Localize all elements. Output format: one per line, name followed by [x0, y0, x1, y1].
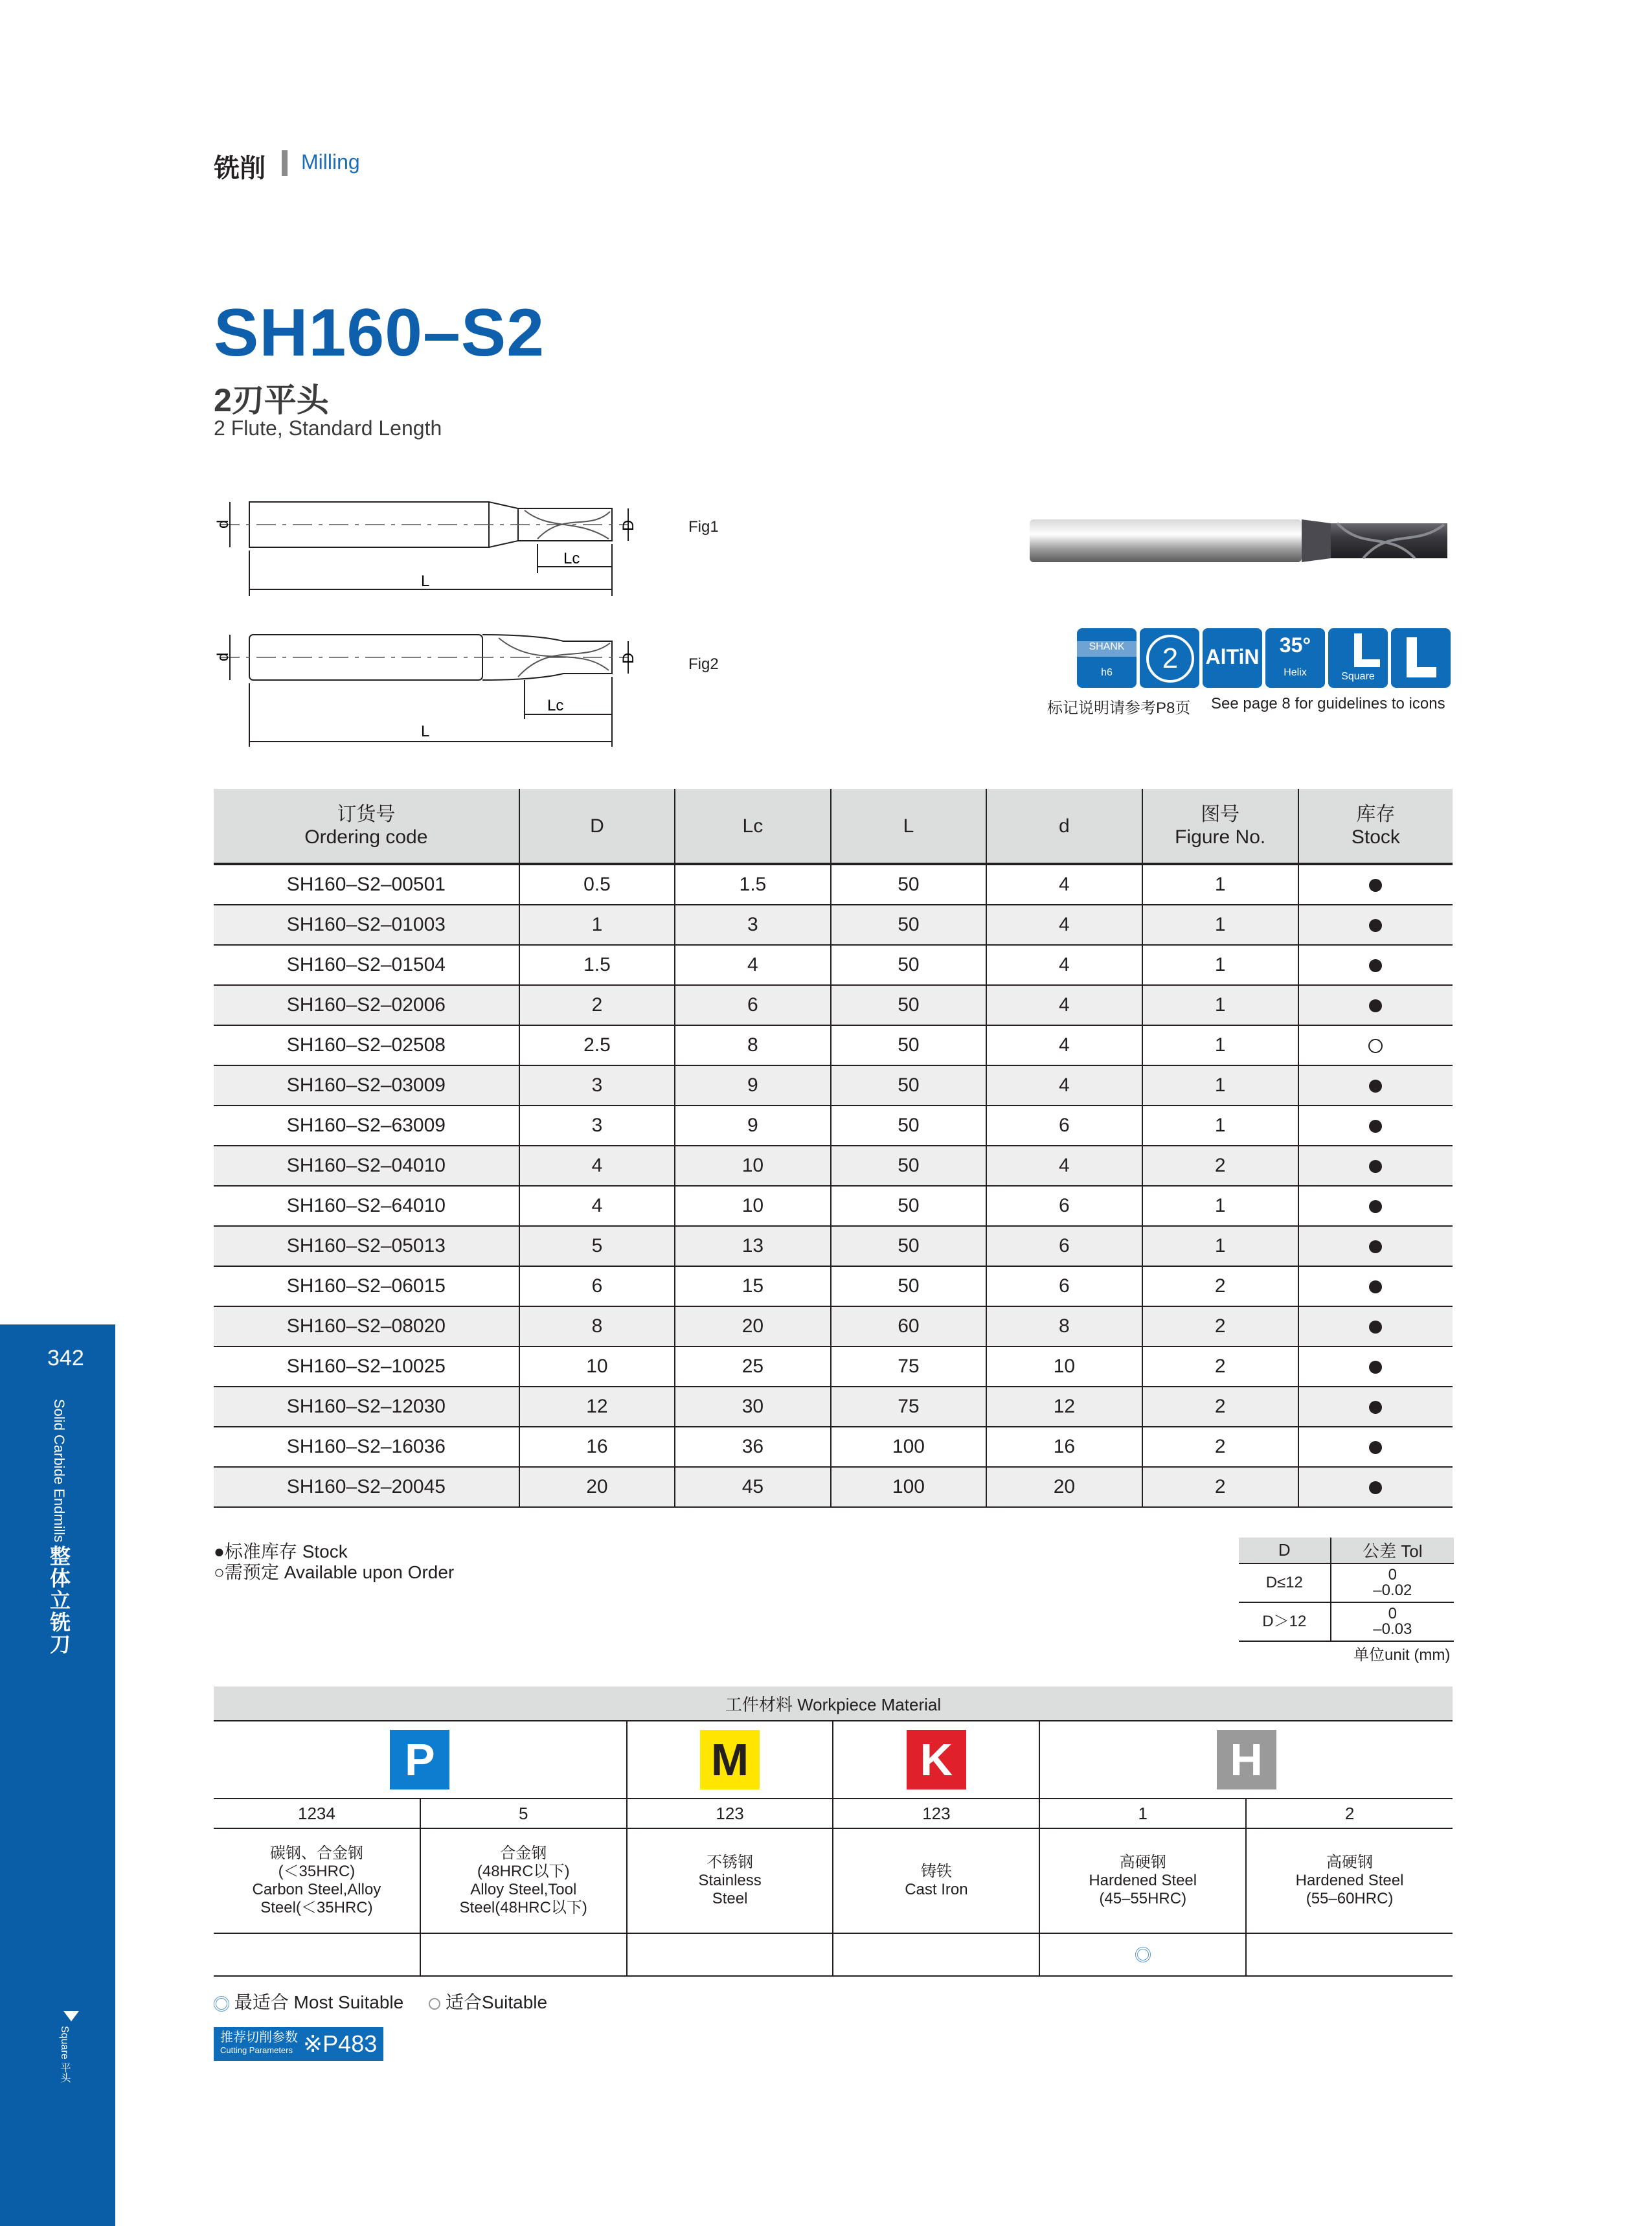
column-header-zh: 图号 — [1201, 804, 1240, 825]
spec-value: 6 — [519, 1266, 675, 1306]
spec-value: 9 — [675, 1106, 830, 1146]
tol-row — [1239, 1602, 1454, 1641]
ordering-code: SH160–S2–10025 — [214, 1346, 519, 1387]
column-header — [519, 789, 675, 864]
spec-value: 12 — [519, 1387, 675, 1427]
unit-note: 单位unit (mm) — [1353, 1646, 1451, 1664]
spec-value: 3 — [519, 1065, 675, 1106]
spec-value: 1 — [1142, 864, 1298, 905]
spec-value: 1 — [1142, 945, 1298, 985]
spec-value: 4 — [986, 1146, 1142, 1186]
material-H-badge: H — [1217, 1730, 1276, 1789]
cutting-text — [220, 2031, 298, 2057]
dim-Lc-label: Lc — [563, 550, 580, 567]
table-row — [214, 864, 1453, 905]
suitability-cell — [1246, 1933, 1453, 1976]
material-H-cell — [1039, 1721, 1453, 1799]
spec-value: 16 — [519, 1427, 675, 1467]
spec-value: 1 — [1142, 905, 1298, 945]
material-name — [420, 1828, 627, 1933]
material-name-line: 高硬钢 — [1119, 1854, 1166, 1871]
spec-value: 30 — [675, 1387, 830, 1427]
tool-drawing-fig2 — [214, 625, 732, 748]
ordering-code: SH160–S2–06015 — [214, 1266, 519, 1306]
spec-value: 4 — [986, 985, 1142, 1025]
material-name-line: Hardened Steel — [1295, 1872, 1404, 1889]
material-P-cell — [214, 1721, 627, 1799]
spec-value: 2 — [1142, 1427, 1298, 1467]
helix-text: Helix — [1284, 667, 1307, 678]
spec-value: 1 — [1142, 1025, 1298, 1065]
spec-value: 50 — [831, 985, 987, 1025]
spec-value: 50 — [831, 1226, 987, 1266]
suitability-cell — [214, 1933, 420, 1976]
ordering-code: SH160–S2–04010 — [214, 1146, 519, 1186]
helix-angle-icon — [1265, 628, 1325, 688]
spec-value: 1 — [519, 905, 675, 945]
flute-count-text: 2 — [1146, 635, 1194, 683]
table-row — [214, 985, 1453, 1025]
spec-value: 10 — [519, 1346, 675, 1387]
product-code: SH160–S2 — [214, 295, 545, 370]
stock-cell — [1298, 1266, 1453, 1306]
material-name-line: (55–60HRC) — [1306, 1890, 1394, 1907]
spec-value: 4 — [986, 864, 1142, 905]
product-name-zh: 2刃平头 — [214, 382, 329, 418]
most-suitable-icon — [1135, 1947, 1151, 1962]
material-name-line: Steel(48HRC以下) — [459, 1899, 587, 1916]
filled-circle-icon — [1369, 999, 1382, 1012]
spec-value: 6 — [986, 1226, 1142, 1266]
endmill-photo — [1026, 512, 1454, 576]
legend-order: ○需预定 Available upon Order — [214, 1562, 455, 1582]
filled-circle-icon — [1369, 1120, 1382, 1133]
stock-cell — [1298, 1106, 1453, 1146]
spec-value: 50 — [831, 905, 987, 945]
material-M-badge: M — [700, 1730, 760, 1789]
tol-value — [1331, 1563, 1454, 1602]
spec-value: 50 — [831, 1025, 987, 1065]
spec-value: 100 — [831, 1467, 987, 1507]
table-row — [214, 1146, 1453, 1186]
spec-value: 2 — [1142, 1266, 1298, 1306]
stock-cell — [1298, 945, 1453, 985]
spec-value: 20 — [675, 1306, 830, 1346]
material-M-cell — [627, 1721, 833, 1799]
tol-upper: 0 — [1388, 1605, 1397, 1622]
spec-value: 45 — [675, 1467, 830, 1507]
cutting-parameters-link[interactable] — [214, 2027, 383, 2061]
spec-table-header — [214, 789, 1453, 864]
spec-value: 6 — [986, 1266, 1142, 1306]
spec-value: 4 — [986, 905, 1142, 945]
dim-D-label: D — [620, 519, 637, 531]
material-name-line: Cast Iron — [905, 1881, 968, 1898]
tol-header-tol: 公差 Tol — [1331, 1538, 1454, 1563]
material-grade-row — [214, 1799, 1453, 1828]
material-name-line: Stainless — [698, 1872, 762, 1889]
cutting-en: Cutting Parameters — [220, 2045, 293, 2055]
spec-value: 3 — [519, 1106, 675, 1146]
spec-value: 100 — [831, 1427, 987, 1467]
tol-row — [1239, 1563, 1454, 1602]
spec-value: 2 — [1142, 1146, 1298, 1186]
filled-circle-icon — [1369, 1280, 1382, 1293]
material-name-line: (45–55HRC) — [1099, 1890, 1187, 1907]
spec-value: 9 — [675, 1065, 830, 1106]
open-circle-icon — [1368, 1039, 1383, 1053]
filled-circle-icon — [1369, 1160, 1382, 1173]
spec-value: 8 — [519, 1306, 675, 1346]
cutting-page-ref: ※P483 — [303, 2030, 378, 2057]
ordering-code: SH160–S2–02508 — [214, 1025, 519, 1065]
tol-lower: –0.02 — [1373, 1582, 1412, 1599]
sidebar-sub-en: Square — [59, 2026, 70, 2060]
table-row — [214, 1346, 1453, 1387]
suitability-cell — [1039, 1933, 1246, 1976]
square-end-icon — [1328, 628, 1388, 688]
dim-Lc-label: Lc — [547, 697, 564, 714]
sidebar-category-en: Solid Carbide Endmills — [51, 1399, 67, 1543]
standard-length-icon — [1391, 628, 1451, 688]
spec-value: 1 — [1142, 1186, 1298, 1226]
column-header — [986, 789, 1142, 864]
suitable-icon — [429, 1998, 440, 2010]
filled-circle-icon — [1369, 1240, 1382, 1253]
stock-cell — [1298, 1427, 1453, 1467]
coating-text: AlTiN — [1205, 645, 1260, 668]
spec-value: 4 — [519, 1186, 675, 1226]
page-number: 342 — [47, 1346, 84, 1370]
material-name-row — [214, 1828, 1453, 1933]
dim-d-label: d — [214, 519, 232, 528]
table-row — [214, 945, 1453, 985]
column-header — [1142, 789, 1298, 864]
stock-cell — [1298, 905, 1453, 945]
section-title-en: Milling — [301, 150, 360, 174]
spec-value: 2 — [519, 985, 675, 1025]
stock-cell — [1298, 1306, 1453, 1346]
suitability-cell — [627, 1933, 833, 1976]
most-suitable-icon — [214, 1996, 229, 2012]
table-row — [214, 1065, 1453, 1106]
table-row — [214, 1186, 1453, 1226]
table-row — [214, 1226, 1453, 1266]
suitable-label: 适合Suitable — [445, 1992, 548, 2012]
spec-value: 4 — [519, 1146, 675, 1186]
stock-cell — [1298, 1146, 1453, 1186]
stock-cell — [1298, 1065, 1453, 1106]
spec-table-body — [214, 864, 1453, 1507]
stock-cell — [1298, 1346, 1453, 1387]
spec-value: 13 — [675, 1226, 830, 1266]
column-header-en: d — [1059, 815, 1070, 837]
spec-value: 2 — [1142, 1306, 1298, 1346]
column-header-en: Lc — [742, 815, 764, 837]
suitability-cell — [420, 1933, 627, 1976]
column-header — [831, 789, 987, 864]
ordering-code: SH160–S2–00501 — [214, 864, 519, 905]
column-header-en: Figure No. — [1175, 826, 1266, 848]
spec-value: 20 — [519, 1467, 675, 1507]
column-header-zh: 库存 — [1356, 804, 1396, 825]
helix-value: 35° — [1279, 633, 1311, 657]
material-name-line: Steel(＜35HRC) — [260, 1899, 373, 1916]
material-name — [1039, 1828, 1246, 1933]
dim-D-label: D — [620, 652, 637, 664]
column-header-en: Stock — [1351, 826, 1400, 848]
spec-value: 50 — [831, 1186, 987, 1226]
icon-note-zh: 标记说明请参考P8页 — [1047, 699, 1191, 717]
spec-value: 4 — [675, 945, 830, 985]
material-name-line: 不锈钢 — [707, 1854, 754, 1871]
table-row — [214, 1266, 1453, 1306]
workpiece-table — [214, 1687, 1453, 1977]
material-grade: 1234 — [214, 1799, 420, 1828]
spec-value: 12 — [986, 1387, 1142, 1427]
spec-value: 60 — [831, 1306, 987, 1346]
filled-circle-icon — [1369, 1361, 1382, 1374]
material-name-line: (＜35HRC) — [278, 1863, 356, 1880]
table-row — [214, 905, 1453, 945]
spec-value: 50 — [831, 864, 987, 905]
ordering-code: SH160–S2–01003 — [214, 905, 519, 945]
spec-value: 4 — [986, 1025, 1142, 1065]
material-name-line: Alloy Steel,Tool — [470, 1881, 577, 1898]
ordering-code: SH160–S2–64010 — [214, 1186, 519, 1226]
spec-value: 2.5 — [519, 1025, 675, 1065]
filled-circle-icon — [1369, 1481, 1382, 1494]
spec-value: 2 — [1142, 1387, 1298, 1427]
spec-value: 3 — [675, 905, 830, 945]
spec-value: 1 — [1142, 1226, 1298, 1266]
suitability-cell — [833, 1933, 1039, 1976]
triangle-down-icon — [63, 2011, 79, 2021]
spec-value: 4 — [986, 1065, 1142, 1106]
ordering-code: SH160–S2–02006 — [214, 985, 519, 1025]
product-name-en: 2 Flute, Standard Length — [214, 416, 442, 440]
ordering-code: SH160–S2–16036 — [214, 1427, 519, 1467]
most-suitable-label: 最适合 Most Suitable — [234, 1992, 404, 2012]
material-name-line: Carbon Steel,Alloy — [252, 1881, 381, 1898]
material-grade: 1 — [1039, 1799, 1246, 1828]
header-divider — [282, 150, 288, 176]
spec-value: 1 — [1142, 985, 1298, 1025]
spec-value: 50 — [831, 1266, 987, 1306]
table-row — [214, 1025, 1453, 1065]
tol-header-D: D — [1239, 1538, 1331, 1563]
material-name — [1246, 1828, 1453, 1933]
tol-D: D＞12 — [1239, 1602, 1331, 1641]
sidebar-category-zh: 整体立铣刀 — [47, 1545, 71, 1655]
sidebar-sub-zh: 平头 — [59, 2062, 70, 2084]
spec-value: 6 — [675, 985, 830, 1025]
spec-value: 0.5 — [519, 864, 675, 905]
column-header — [1298, 789, 1453, 864]
material-grade: 2 — [1246, 1799, 1453, 1828]
dim-L-label: L — [421, 573, 430, 590]
material-K-badge: K — [907, 1730, 966, 1789]
tol-upper: 0 — [1388, 1566, 1397, 1584]
ordering-code: SH160–S2–03009 — [214, 1065, 519, 1106]
shank-h6-icon — [1077, 628, 1137, 688]
spec-value: 1 — [1142, 1106, 1298, 1146]
spec-value: 20 — [986, 1467, 1142, 1507]
spec-value: 5 — [519, 1226, 675, 1266]
fig2-label: Fig2 — [688, 655, 719, 673]
material-suitability-row — [214, 1933, 1453, 1976]
stock-cell — [1298, 1467, 1453, 1507]
column-header-en: D — [590, 815, 604, 837]
table-row — [214, 1467, 1453, 1507]
flute-count-icon — [1140, 628, 1199, 688]
ordering-code: SH160–S2–05013 — [214, 1226, 519, 1266]
ordering-code: SH160–S2–01504 — [214, 945, 519, 985]
fig1-label: Fig1 — [688, 518, 719, 536]
column-header-zh: 订货号 — [337, 804, 396, 825]
material-grade: 5 — [420, 1799, 627, 1828]
spec-value: 6 — [986, 1106, 1142, 1146]
shank-text: SHANK — [1089, 641, 1125, 652]
filled-circle-icon — [1369, 1401, 1382, 1414]
material-group-row — [214, 1721, 1453, 1799]
spec-value: 2 — [1142, 1467, 1298, 1507]
material-name-line: 合金钢 — [500, 1845, 547, 1862]
spec-value: 15 — [675, 1266, 830, 1306]
material-K-cell — [833, 1721, 1039, 1799]
stock-cell — [1298, 1025, 1453, 1065]
spec-value: 75 — [831, 1387, 987, 1427]
filled-circle-icon — [1369, 1441, 1382, 1454]
square-text: Square — [1341, 671, 1375, 682]
spec-value: 10 — [675, 1146, 830, 1186]
section-title-zh: 铣削 — [214, 154, 266, 183]
material-name — [214, 1828, 420, 1933]
material-name-line: (48HRC以下) — [477, 1863, 570, 1880]
spec-value: 50 — [831, 1146, 987, 1186]
suitability-legend — [214, 1988, 547, 2014]
legend-stock: ●标准库存 Stock — [214, 1541, 348, 1562]
material-grade: 123 — [627, 1799, 833, 1828]
spec-value: 10 — [986, 1346, 1142, 1387]
stock-cell — [1298, 864, 1453, 905]
dim-L-label: L — [421, 723, 430, 740]
column-header-en: L — [903, 815, 914, 837]
shank-tolerance-text: h6 — [1101, 667, 1113, 678]
spec-value: 50 — [831, 945, 987, 985]
filled-circle-icon — [1369, 959, 1382, 972]
spec-value: 1 — [1142, 1065, 1298, 1106]
spec-value: 50 — [831, 1106, 987, 1146]
spec-value: 25 — [675, 1346, 830, 1387]
table-row — [214, 1306, 1453, 1346]
spec-value: 8 — [986, 1306, 1142, 1346]
spec-value: 50 — [831, 1065, 987, 1106]
stock-cell — [1298, 1186, 1453, 1226]
material-P-badge: P — [390, 1730, 449, 1789]
table-row — [214, 1427, 1453, 1467]
workpiece-title: 工件材料 Workpiece Material — [214, 1687, 1453, 1721]
spec-value: 8 — [675, 1025, 830, 1065]
spec-value: 1.5 — [519, 945, 675, 985]
ordering-code: SH160–S2–08020 — [214, 1306, 519, 1346]
material-name-line: Hardened Steel — [1089, 1872, 1197, 1889]
material-name-line: 碳钢、合金钢 — [269, 1845, 363, 1862]
column-header — [214, 789, 519, 864]
spec-value: 36 — [675, 1427, 830, 1467]
ordering-code: SH160–S2–12030 — [214, 1387, 519, 1427]
filled-circle-icon — [1369, 1200, 1382, 1213]
filled-circle-icon — [1369, 919, 1382, 932]
sidebar-category — [44, 1399, 74, 1655]
filled-circle-icon — [1369, 1080, 1382, 1093]
material-name — [833, 1828, 1039, 1933]
spec-table — [214, 789, 1453, 1508]
spec-value: 6 — [986, 1186, 1142, 1226]
spec-value: 1.5 — [675, 864, 830, 905]
tol-value — [1331, 1602, 1454, 1641]
tool-drawing-fig1 — [214, 492, 732, 609]
ordering-code: SH160–S2–63009 — [214, 1106, 519, 1146]
sidebar-subcategory — [57, 2026, 72, 2083]
icon-note-en: See page 8 for guidelines to icons — [1211, 695, 1445, 712]
ordering-code: SH160–S2–20045 — [214, 1467, 519, 1507]
spec-value: 16 — [986, 1427, 1142, 1467]
tolerance-table — [1239, 1538, 1454, 1642]
stock-cell — [1298, 1226, 1453, 1266]
tol-lower: –0.03 — [1373, 1620, 1412, 1638]
material-name — [627, 1828, 833, 1933]
table-row — [214, 1106, 1453, 1146]
material-name-line: 高硬钢 — [1326, 1854, 1374, 1871]
dim-d-label: d — [214, 652, 232, 661]
material-grade: 123 — [833, 1799, 1039, 1828]
stock-cell — [1298, 985, 1453, 1025]
material-name-line: Steel — [712, 1890, 748, 1907]
coating-icon — [1203, 628, 1262, 688]
stock-cell — [1298, 1387, 1453, 1427]
tol-D: D≤12 — [1239, 1563, 1331, 1602]
column-header — [675, 789, 830, 864]
material-name-line: 铸铁 — [920, 1863, 952, 1880]
spec-value: 10 — [675, 1186, 830, 1226]
spec-value: 4 — [986, 945, 1142, 985]
spec-value: 75 — [831, 1346, 987, 1387]
cutting-zh: 推荐切削参数 — [220, 2030, 298, 2045]
filled-circle-icon — [1369, 879, 1382, 892]
filled-circle-icon — [1369, 1321, 1382, 1334]
spec-value: 2 — [1142, 1346, 1298, 1387]
column-header-en: Ordering code — [304, 826, 428, 848]
table-row — [214, 1387, 1453, 1427]
